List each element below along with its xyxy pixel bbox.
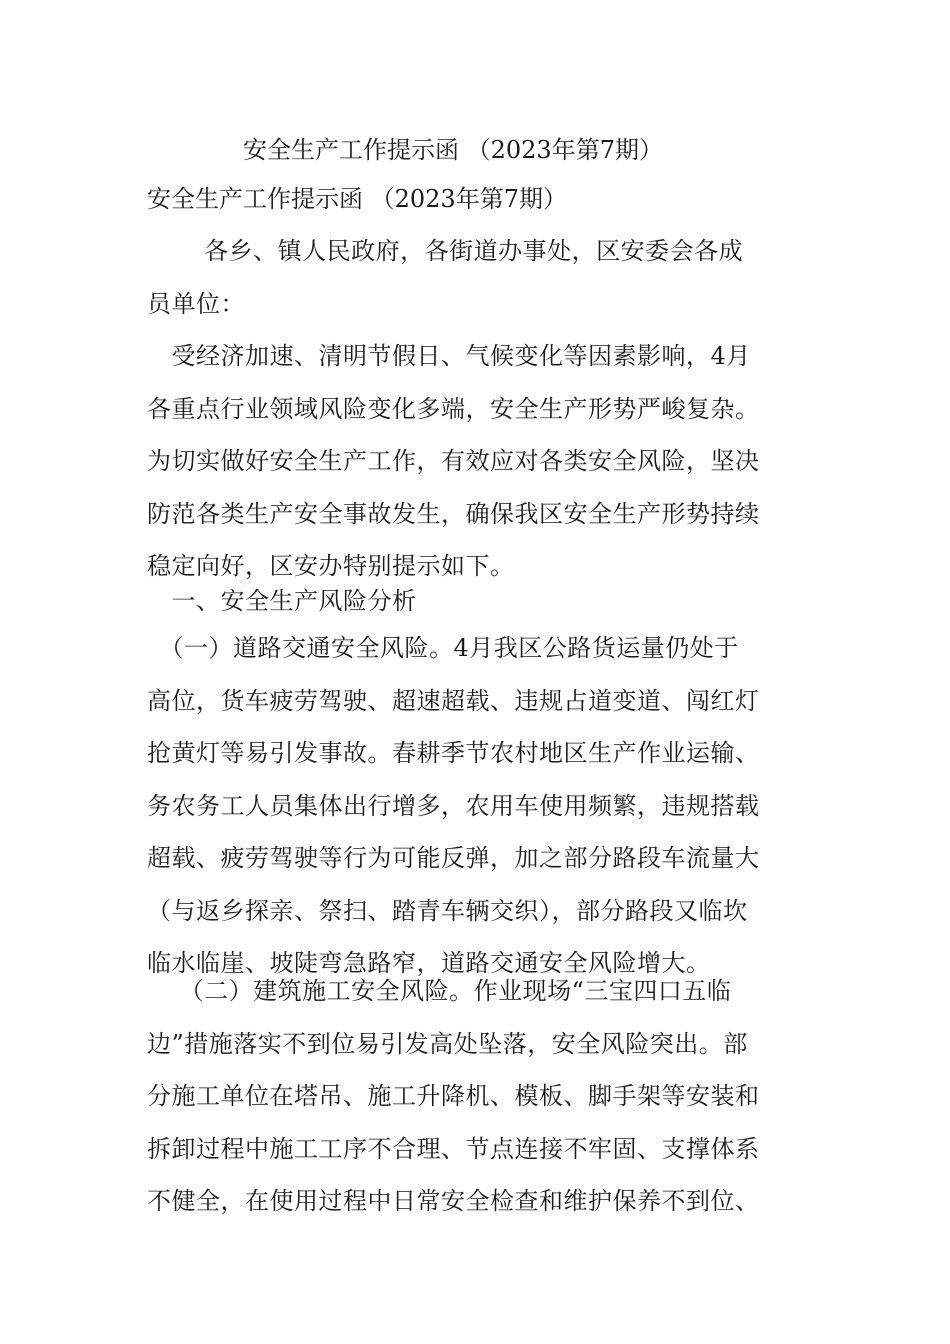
construction-line: （二）建筑施工安全风险。作业现场“三宝四口五临 xyxy=(147,977,732,1005)
road-line: 临水临崖、坡陡弯急路窄，道路交通安全风险增大。 xyxy=(147,949,711,977)
road-safety-paragraph xyxy=(147,622,807,990)
road-line: 务农务工人员集体出行增多，农用车使用频繁，违规搭载 xyxy=(147,791,760,820)
intro-line: 防范各类生产安全事故发生，确保我区安全生产形势持续 xyxy=(147,499,760,528)
road-line: （一）道路交通安全风险。4月我区公路货运量仍处于 xyxy=(147,634,739,662)
intro-line: 稳定向好，区安办特别提示如下。 xyxy=(147,552,515,580)
construction-line: 分施工单位在塔吊、施工升降机、模板、脚手架等安装和 xyxy=(147,1082,760,1110)
salutation-line: 员单位： xyxy=(147,289,245,318)
salutation-paragraph xyxy=(147,225,807,330)
section-heading xyxy=(147,575,807,628)
construction-safety-paragraph xyxy=(147,965,807,1228)
section-heading-text: 一、安全生产风险分析 xyxy=(147,587,417,615)
construction-line: 不健全，在使用过程中日常安全检查和维护保养不到位、 xyxy=(147,1187,760,1215)
document-title: 安全生产工作提示函 （2023年第7期） xyxy=(243,136,663,164)
intro-line: 受经济加速、清明节假日、气候变化等因素影响，4月 xyxy=(147,342,751,370)
intro-paragraph xyxy=(147,330,807,593)
document-subtitle: 安全生产工作提示函 （2023年第7期） xyxy=(147,185,567,213)
road-line: 抢黄灯等易引发事故。春耕季节农村地区生产作业运输、 xyxy=(147,739,760,767)
salutation-line: 各乡、镇人民政府，各街道办事处，区安委会各成 xyxy=(147,237,744,265)
intro-line: 为切实做好安全生产工作，有效应对各类安全风险，坚决 xyxy=(147,447,760,475)
road-line: （与返乡探亲、祭扫、踏青车辆交织），部分路段又临坎 xyxy=(147,896,748,925)
construction-line: 边”措施落实不到位易引发高处坠落，安全风险突出。部 xyxy=(147,1029,748,1058)
construction-line: 拆卸过程中施工工序不合理、节点连接不牢固、支撑体系 xyxy=(147,1134,760,1163)
road-line: 高位，货车疲劳驾驶、超速超载、违规占道变道、闯红灯 xyxy=(147,686,760,715)
road-line: 超载、疲劳驾驶等行为可能反弹，加之部分路段车流量大 xyxy=(147,844,760,872)
intro-line: 各重点行业领域风险变化多端，安全生产形势严峻复杂。 xyxy=(147,394,760,423)
